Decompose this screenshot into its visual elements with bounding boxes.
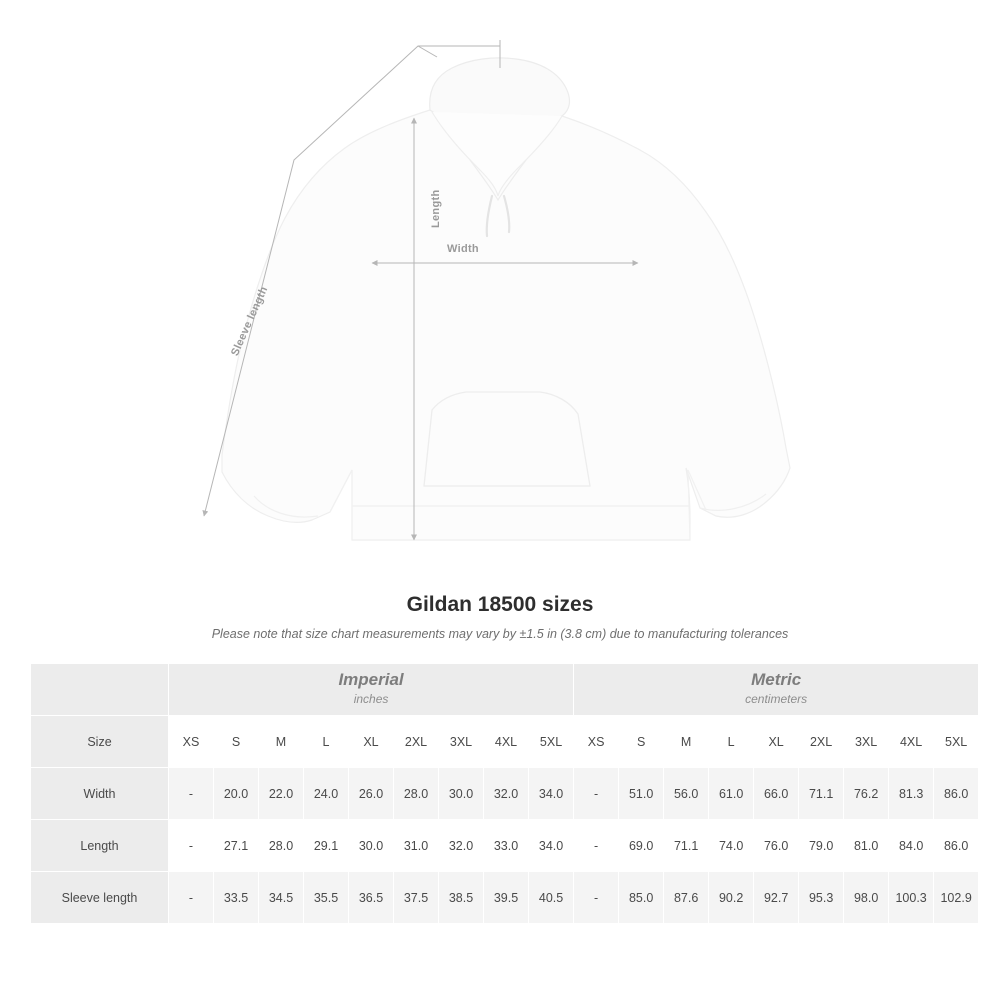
length-imperial-m: 28.0 [259,820,304,872]
width-metric-xl: 66.0 [754,768,799,820]
sleeve-imperial-s: 33.5 [214,872,259,924]
width-metric-l: 61.0 [709,768,754,820]
size-header-label: Size [31,716,169,768]
length-imperial-5xl: 34.0 [529,820,574,872]
width-imperial-l: 24.0 [304,768,349,820]
size-header-metric-4xl: 4XL [889,716,934,768]
length-metric-xs: - [574,820,619,872]
sleeve-imperial-xl: 36.5 [349,872,394,924]
size-table [30,663,979,924]
size-header-metric-m: M [664,716,709,768]
size-header-imperial-m: M [259,716,304,768]
size-header-imperial-4xl: 4XL [484,716,529,768]
size-header-metric-2xl: 2XL [799,716,844,768]
size-header-imperial-s: S [214,716,259,768]
imperial-sub: inches [353,691,389,706]
table-row [31,820,979,872]
size-header-metric-xl: XL [754,716,799,768]
sleeve-metric-s: 85.0 [619,872,664,924]
width-imperial-m: 22.0 [259,768,304,820]
width-metric-xs: - [574,768,619,820]
size-header-metric-3xl: 3XL [844,716,889,768]
size-table-wrap [0,641,1000,924]
width-imperial-4xl: 32.0 [484,768,529,820]
length-metric-l: 74.0 [709,820,754,872]
sleeve-imperial-3xl: 38.5 [439,872,484,924]
width-metric-m: 56.0 [664,768,709,820]
width-metric-3xl: 76.2 [844,768,889,820]
sleeve-metric-xs: - [574,872,619,924]
unit-header-row [31,664,979,716]
width-imperial-s: 20.0 [214,768,259,820]
width-imperial-xl: 26.0 [349,768,394,820]
sleeve-metric-2xl: 95.3 [799,872,844,924]
length-metric-xl: 76.0 [754,820,799,872]
chart-title: Gildan 18500 sizes [406,593,594,616]
unit-header-metric [574,664,979,716]
size-header-metric-s: S [619,716,664,768]
length-imperial-4xl: 33.0 [484,820,529,872]
row-label-length: Length [31,820,169,872]
metric-name: Metric [751,670,802,690]
table-row [31,768,979,820]
length-imperial-xs: - [169,820,214,872]
sleeve-length-label: Sleeve length [229,284,271,358]
size-header-imperial-xs: XS [169,716,214,768]
length-metric-5xl: 86.0 [934,820,979,872]
size-header-imperial-3xl: 3XL [439,716,484,768]
length-imperial-xl: 30.0 [349,820,394,872]
tolerance-note: Please note that size chart measurements may vary by ±1.5 in (3.8 cm) due to manufacturing tolerances [211,627,789,641]
title-block [0,575,1000,641]
sleeve-metric-4xl: 100.3 [889,872,934,924]
width-imperial-xs: - [169,768,214,820]
length-imperial-3xl: 32.0 [439,820,484,872]
sleeve-metric-xl: 92.7 [754,872,799,924]
unit-header-spacer [31,664,169,716]
size-header-imperial-2xl: 2XL [394,716,439,768]
sleeve-metric-5xl: 102.9 [934,872,979,924]
size-header-imperial-5xl: 5XL [529,716,574,768]
width-metric-2xl: 71.1 [799,768,844,820]
sleeve-imperial-xs: - [169,872,214,924]
size-header-imperial-l: L [304,716,349,768]
metric-sub: centimeters [745,691,808,706]
length-metric-3xl: 81.0 [844,820,889,872]
width-imperial-2xl: 28.0 [394,768,439,820]
size-header-imperial-xl: XL [349,716,394,768]
sleeve-imperial-4xl: 39.5 [484,872,529,924]
length-metric-s: 69.0 [619,820,664,872]
row-label-sleeve-length: Sleeve length [31,872,169,924]
sleeve-metric-l: 90.2 [709,872,754,924]
sleeve-imperial-2xl: 37.5 [394,872,439,924]
sleeve-imperial-l: 35.5 [304,872,349,924]
sleeve-metric-m: 87.6 [664,872,709,924]
length-metric-m: 71.1 [664,820,709,872]
size-header-metric-l: L [709,716,754,768]
length-imperial-l: 29.1 [304,820,349,872]
size-header-row [31,716,979,768]
imperial-name: Imperial [338,670,404,690]
length-imperial-s: 27.1 [214,820,259,872]
row-label-width: Width [31,768,169,820]
hoodie-shape [222,58,790,540]
sleeve-metric-3xl: 98.0 [844,872,889,924]
width-imperial-3xl: 30.0 [439,768,484,820]
length-metric-4xl: 84.0 [889,820,934,872]
width-label: Width [447,243,479,255]
unit-header-imperial [169,664,574,716]
width-metric-s: 51.0 [619,768,664,820]
length-metric-2xl: 79.0 [799,820,844,872]
sleeve-imperial-5xl: 40.5 [529,872,574,924]
width-imperial-5xl: 34.0 [529,768,574,820]
table-row [31,872,979,924]
width-metric-5xl: 86.0 [934,768,979,820]
size-header-metric-xs: XS [574,716,619,768]
length-imperial-2xl: 31.0 [394,820,439,872]
width-metric-4xl: 81.3 [889,768,934,820]
size-header-metric-5xl: 5XL [934,716,979,768]
length-label: Length [430,189,442,228]
sleeve-imperial-m: 34.5 [259,872,304,924]
